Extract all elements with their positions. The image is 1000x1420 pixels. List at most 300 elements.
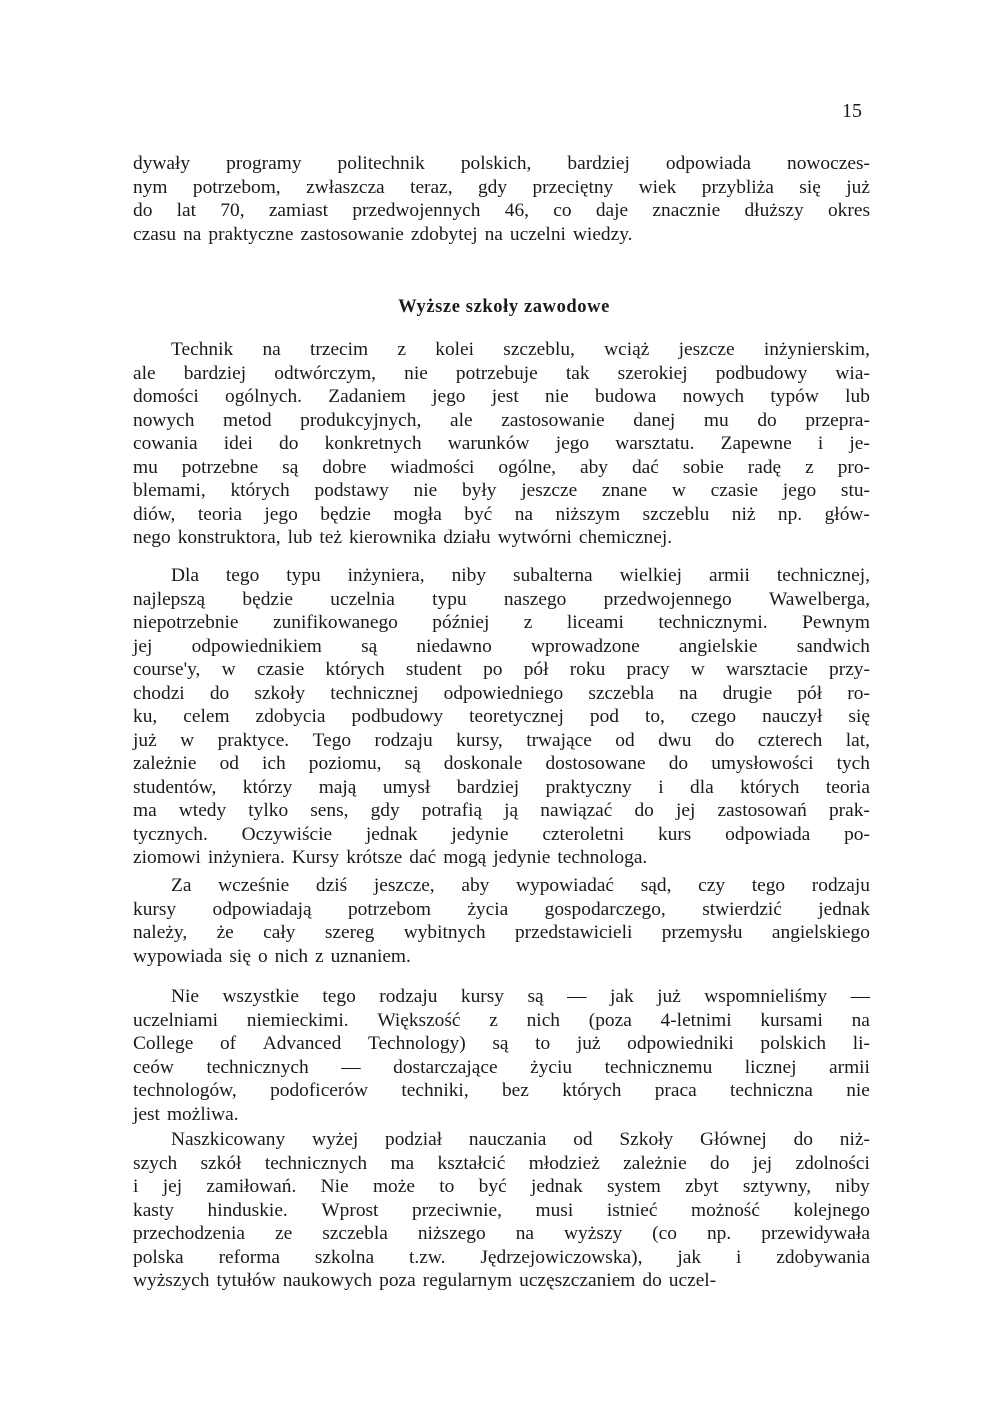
word: teoria bbox=[825, 776, 870, 798]
word: z bbox=[489, 1009, 498, 1031]
word: (poza bbox=[588, 1009, 632, 1031]
word: Nie bbox=[171, 986, 199, 1007]
word: jeszcze bbox=[521, 480, 578, 501]
word: znane bbox=[601, 480, 648, 501]
word: życia bbox=[467, 898, 509, 920]
word: są bbox=[404, 753, 421, 774]
word: do bbox=[279, 433, 299, 454]
word: chodzi bbox=[133, 682, 185, 704]
word: podoficerów bbox=[270, 1080, 369, 1101]
word: technicznej, bbox=[776, 565, 870, 586]
word: Dla bbox=[171, 565, 199, 586]
word: inżyniera. bbox=[207, 847, 285, 868]
word: na bbox=[514, 503, 534, 525]
text-line bbox=[133, 1152, 870, 1176]
word: to bbox=[535, 1033, 551, 1054]
word: jej bbox=[675, 800, 696, 821]
word: podbudowy bbox=[715, 362, 808, 384]
word: bez bbox=[501, 1080, 529, 1101]
paragraph-1 bbox=[133, 338, 870, 550]
word: rodzaju bbox=[811, 875, 870, 896]
word: niedawno bbox=[416, 635, 492, 657]
word: czasie bbox=[710, 480, 759, 501]
word: wtedy bbox=[178, 800, 227, 821]
word: kierownika bbox=[348, 527, 437, 548]
text-line bbox=[133, 432, 870, 456]
word: kurs bbox=[657, 823, 692, 845]
word: tego bbox=[322, 986, 356, 1007]
word: już bbox=[657, 986, 681, 1007]
word: się bbox=[799, 176, 821, 198]
word: co bbox=[553, 200, 572, 221]
word: przeciętny bbox=[532, 176, 614, 198]
word: praca bbox=[654, 1080, 697, 1101]
word: są bbox=[492, 1033, 509, 1054]
word: dziś bbox=[315, 875, 348, 896]
word: poza bbox=[379, 1270, 416, 1291]
word: drugie bbox=[722, 682, 773, 704]
word: student bbox=[405, 659, 462, 680]
word: dłuższy bbox=[744, 200, 804, 221]
text-line bbox=[133, 898, 870, 922]
word: niby bbox=[451, 565, 487, 586]
word: politechnik bbox=[337, 153, 425, 174]
word: liceami bbox=[566, 612, 624, 633]
word: wybitnych bbox=[403, 922, 486, 943]
word: przechodzenia bbox=[133, 1223, 245, 1244]
word: Zadaniem bbox=[328, 386, 406, 407]
word: Nie bbox=[320, 1176, 349, 1197]
word: do bbox=[133, 200, 153, 221]
text-line bbox=[133, 705, 870, 729]
word: przepra- bbox=[805, 409, 870, 431]
word: potrzebne bbox=[181, 456, 259, 478]
word: Szkoły bbox=[619, 1129, 674, 1150]
text-line bbox=[133, 503, 870, 527]
word: diów, bbox=[133, 503, 176, 525]
word: tycznych. bbox=[133, 823, 208, 845]
word: inżynierskim, bbox=[763, 339, 870, 360]
word: dać bbox=[631, 456, 659, 478]
word: Wprost bbox=[321, 1199, 379, 1221]
word: roku bbox=[569, 659, 606, 680]
word: czy bbox=[698, 875, 726, 896]
word: z bbox=[805, 456, 814, 478]
word: jest bbox=[133, 1103, 160, 1125]
word: musi bbox=[535, 1199, 574, 1221]
word: których bbox=[562, 1080, 622, 1101]
word: technologów, bbox=[133, 1080, 237, 1101]
word: Pewnym bbox=[802, 612, 870, 633]
word: niż- bbox=[839, 1129, 870, 1150]
word: których bbox=[325, 659, 385, 680]
word: lub bbox=[845, 386, 870, 407]
word: ziomowi bbox=[133, 847, 201, 868]
word: jej bbox=[162, 1176, 183, 1197]
word: się bbox=[229, 945, 251, 967]
text-line bbox=[133, 526, 870, 550]
word: stwierdzić bbox=[702, 898, 782, 920]
word: ro- bbox=[847, 682, 870, 704]
word: z bbox=[523, 612, 533, 633]
word: celem bbox=[183, 706, 230, 727]
word: czasie bbox=[256, 659, 305, 680]
word: praktyczne bbox=[208, 223, 294, 245]
word: uczelniami bbox=[133, 1009, 219, 1031]
word: działu bbox=[443, 527, 491, 548]
word: do bbox=[634, 800, 654, 821]
word: zależnie bbox=[623, 1152, 687, 1174]
word: życiu bbox=[530, 1056, 573, 1078]
word: czego bbox=[690, 706, 737, 727]
word: ku, bbox=[133, 706, 158, 727]
word: szczeblu bbox=[642, 503, 710, 525]
word: wcześnie bbox=[218, 875, 290, 896]
word: możność bbox=[691, 1199, 760, 1221]
word: do bbox=[710, 1152, 730, 1174]
word: jeszcze, bbox=[373, 875, 435, 896]
word: jego bbox=[782, 480, 817, 501]
word: jej bbox=[752, 1152, 773, 1174]
word: pół bbox=[523, 659, 549, 680]
word: szych bbox=[133, 1152, 178, 1174]
word: ich bbox=[262, 753, 286, 774]
word: daje bbox=[595, 200, 629, 221]
word: polskich, bbox=[460, 153, 532, 174]
text-line bbox=[133, 1199, 870, 1223]
word: stu- bbox=[840, 480, 870, 501]
word: do bbox=[668, 753, 689, 774]
word: nie bbox=[413, 480, 438, 501]
word: uznaniem. bbox=[330, 945, 411, 967]
text-line bbox=[133, 199, 870, 223]
word: przedwojennych bbox=[352, 200, 481, 221]
word: umysłowości bbox=[711, 753, 814, 774]
text-line bbox=[133, 1056, 870, 1080]
word: krótsze bbox=[346, 847, 403, 868]
word: Jędrzejowiczowska), bbox=[480, 1246, 643, 1268]
word: czasu bbox=[133, 223, 177, 245]
word: lat, bbox=[845, 729, 870, 751]
word: rodzaju bbox=[379, 986, 438, 1007]
word: będzie bbox=[320, 503, 371, 525]
word: pół bbox=[797, 682, 823, 704]
word: tego bbox=[225, 565, 260, 586]
word: Kursy bbox=[291, 847, 340, 868]
word: angielskie bbox=[678, 635, 758, 657]
word: potrzebuje bbox=[455, 362, 538, 384]
word: mu bbox=[703, 409, 729, 431]
word: odpowiedniki bbox=[627, 1033, 734, 1054]
paragraph-5 bbox=[133, 1128, 870, 1293]
word: zbyt bbox=[685, 1176, 719, 1197]
text-line bbox=[133, 1246, 870, 1270]
word: of bbox=[219, 1033, 237, 1054]
word: Głównej bbox=[700, 1129, 767, 1150]
word: należy, bbox=[133, 922, 188, 943]
word: tylko bbox=[248, 800, 289, 821]
text-line bbox=[133, 611, 870, 635]
word: w bbox=[180, 729, 195, 751]
word: nawiązać bbox=[540, 800, 613, 821]
word: po bbox=[483, 659, 503, 680]
word: mu bbox=[133, 456, 158, 478]
word: kursami bbox=[760, 1009, 823, 1031]
word: 70, bbox=[220, 200, 245, 221]
word: Technik bbox=[171, 339, 234, 360]
word: jedynie bbox=[493, 847, 551, 868]
word: ją bbox=[504, 800, 519, 821]
word: nie bbox=[404, 362, 428, 384]
word: domości bbox=[133, 386, 199, 407]
word: blemami, bbox=[133, 480, 206, 501]
word: zdobywania bbox=[776, 1246, 870, 1268]
word: wprowadzone bbox=[530, 635, 640, 657]
word: szkół bbox=[200, 1152, 242, 1174]
word: Advanced bbox=[262, 1033, 342, 1054]
word: polska bbox=[133, 1246, 184, 1268]
word: trwające bbox=[526, 729, 592, 751]
word: jeszcze bbox=[678, 339, 735, 360]
word: kursy, bbox=[456, 729, 503, 751]
word: zunifikowanego bbox=[272, 612, 398, 633]
word: np. bbox=[706, 1223, 732, 1244]
word: Za bbox=[171, 875, 192, 896]
word: zdobycia bbox=[255, 706, 326, 727]
word: nauczania bbox=[468, 1129, 547, 1150]
word: nym bbox=[133, 176, 168, 198]
text-line bbox=[133, 409, 870, 433]
word: niższego bbox=[417, 1223, 486, 1244]
word: sandwich bbox=[796, 635, 870, 657]
word: ma bbox=[390, 1152, 415, 1174]
word: technicznej bbox=[330, 682, 419, 704]
word: warsztatu. bbox=[615, 433, 695, 454]
word: zdolności bbox=[795, 1152, 870, 1174]
word: w bbox=[671, 480, 686, 501]
word: niemieckimi. bbox=[246, 1009, 349, 1031]
word: że bbox=[216, 922, 234, 943]
word: — bbox=[567, 986, 587, 1007]
word: mogą bbox=[443, 847, 487, 868]
word: podstawy bbox=[314, 480, 389, 501]
word: wyżej bbox=[311, 1129, 359, 1150]
word: — bbox=[850, 986, 870, 1007]
word: z bbox=[397, 339, 406, 360]
word: jego bbox=[432, 386, 466, 407]
word: idei bbox=[223, 433, 253, 454]
word: techniki, bbox=[401, 1080, 469, 1101]
word: chemicznej. bbox=[578, 527, 673, 548]
word: mogła bbox=[393, 503, 442, 525]
text-line bbox=[133, 176, 870, 200]
word: szczeblu, bbox=[503, 339, 575, 360]
word: praktyczny bbox=[545, 776, 632, 798]
word: kasty bbox=[133, 1199, 174, 1221]
text-line bbox=[133, 1175, 870, 1199]
text-line bbox=[133, 682, 870, 706]
word: dostarczające bbox=[393, 1056, 498, 1078]
word: typu bbox=[286, 565, 321, 586]
word: naukowych bbox=[282, 1270, 373, 1291]
word: jedynie bbox=[451, 823, 509, 845]
word: ma bbox=[133, 800, 157, 821]
word: College bbox=[133, 1033, 194, 1054]
word: umysł bbox=[382, 776, 431, 798]
word: szerokiej bbox=[617, 362, 688, 384]
text-line bbox=[133, 799, 870, 823]
word: mają bbox=[318, 776, 357, 798]
word: techniczna bbox=[730, 1080, 813, 1101]
word: Naszkicowany bbox=[171, 1129, 286, 1150]
word: typu bbox=[432, 588, 467, 610]
word: kolejnego bbox=[793, 1199, 870, 1221]
word: ze bbox=[274, 1223, 293, 1244]
word: prak- bbox=[828, 800, 870, 821]
word: budowa bbox=[594, 386, 657, 407]
word: je- bbox=[849, 433, 870, 454]
word: warunków bbox=[447, 433, 530, 454]
word: Technology) bbox=[367, 1033, 466, 1054]
word: wia- bbox=[835, 362, 870, 384]
word: będzie bbox=[242, 588, 294, 610]
text-line bbox=[133, 945, 870, 969]
word: zastosowanie bbox=[501, 409, 605, 431]
word: zwłaszcza bbox=[306, 176, 385, 198]
word: którzy bbox=[242, 776, 293, 798]
word: technicznemu bbox=[604, 1056, 713, 1078]
word: trzecim bbox=[310, 339, 369, 360]
word: też bbox=[319, 527, 342, 548]
word: warsztacie bbox=[726, 659, 808, 680]
text-line bbox=[133, 921, 870, 945]
word: kształcić bbox=[437, 1152, 506, 1174]
word: uczelni bbox=[509, 223, 566, 245]
word: w bbox=[690, 659, 705, 680]
word: zastosowań bbox=[717, 800, 807, 821]
word: kursy bbox=[133, 898, 177, 920]
word: technicznymi. bbox=[658, 612, 768, 633]
word: praktyce. bbox=[217, 729, 290, 751]
word: niższym bbox=[555, 503, 621, 525]
word: wyższych bbox=[133, 1270, 210, 1291]
word: tych bbox=[836, 753, 870, 774]
text-line bbox=[133, 362, 870, 386]
word: przedwojennego bbox=[603, 588, 732, 610]
word: możliwa. bbox=[166, 1103, 239, 1125]
word: potrzebom bbox=[347, 898, 431, 920]
word: odpowiada bbox=[665, 153, 751, 174]
word: Większość bbox=[377, 1009, 461, 1031]
word: jego bbox=[264, 503, 298, 525]
word: jednak bbox=[530, 1176, 583, 1197]
word: pod bbox=[589, 706, 619, 727]
word: dwu bbox=[658, 729, 692, 751]
word: lub bbox=[287, 527, 313, 548]
word: jednak bbox=[365, 823, 418, 845]
word: uczelnia bbox=[330, 588, 395, 610]
word: nich bbox=[274, 945, 309, 967]
word: potrafią bbox=[421, 800, 483, 821]
word: kursy bbox=[460, 986, 504, 1007]
word: głów- bbox=[824, 503, 870, 525]
word: do bbox=[757, 409, 777, 431]
word: nie bbox=[545, 386, 569, 407]
word: szkolna bbox=[314, 1246, 375, 1268]
word: licznej bbox=[744, 1056, 797, 1078]
word: dać bbox=[409, 847, 437, 868]
word: konkretnych bbox=[324, 433, 422, 454]
word: i bbox=[735, 1246, 742, 1268]
word: znacznie bbox=[652, 200, 721, 221]
word: Oczywiście bbox=[241, 823, 333, 845]
word: w bbox=[221, 659, 236, 680]
word: pracy bbox=[626, 659, 670, 680]
word: dobre bbox=[322, 456, 367, 478]
word: course'y, bbox=[133, 659, 201, 680]
word: dywały bbox=[133, 153, 191, 174]
text-line bbox=[133, 385, 870, 409]
word: nie bbox=[846, 1080, 870, 1101]
word: o bbox=[257, 945, 268, 967]
word: programy bbox=[226, 153, 302, 174]
word: młodzież bbox=[528, 1152, 600, 1174]
word: doskonale bbox=[443, 753, 523, 774]
word: typów bbox=[770, 386, 819, 407]
word: czteroletni bbox=[542, 823, 625, 845]
word: nich bbox=[526, 1009, 560, 1031]
word: zdobytej bbox=[410, 223, 478, 245]
word: na bbox=[262, 339, 281, 360]
word: technicznych bbox=[206, 1056, 309, 1078]
word: niż bbox=[731, 503, 756, 525]
word: (co bbox=[652, 1223, 677, 1244]
word: i bbox=[658, 776, 664, 798]
word: regularnym bbox=[422, 1270, 513, 1291]
word: uczęszczaniem bbox=[519, 1270, 636, 1291]
word: na bbox=[484, 223, 503, 245]
word: uczel- bbox=[668, 1270, 717, 1291]
text-line bbox=[133, 223, 870, 247]
word: do bbox=[642, 1270, 662, 1291]
word: armii bbox=[829, 1056, 870, 1078]
word: gdy bbox=[477, 176, 508, 198]
word: teraz, bbox=[410, 176, 453, 198]
word: do bbox=[209, 682, 230, 704]
word: do bbox=[793, 1129, 813, 1150]
word: zamiast bbox=[268, 200, 329, 221]
word: i bbox=[817, 433, 824, 454]
word: są bbox=[527, 986, 544, 1007]
word: radę bbox=[747, 456, 782, 478]
text-line bbox=[133, 776, 870, 800]
word: po- bbox=[844, 823, 870, 845]
text-line bbox=[133, 823, 870, 847]
word: podział bbox=[385, 1129, 443, 1150]
word: nego bbox=[133, 527, 171, 548]
word: wiedzy. bbox=[572, 223, 633, 245]
word: rodzaju bbox=[374, 729, 433, 751]
word: bardziej bbox=[567, 153, 630, 174]
word: były bbox=[461, 480, 497, 501]
text-line bbox=[133, 479, 870, 503]
word: niby bbox=[835, 1176, 870, 1197]
word: wspomnieliśmy bbox=[704, 986, 828, 1007]
word: poziomu, bbox=[308, 753, 382, 774]
word: na bbox=[679, 682, 698, 704]
word: jednak bbox=[818, 898, 870, 920]
word: szkoły bbox=[254, 682, 306, 704]
